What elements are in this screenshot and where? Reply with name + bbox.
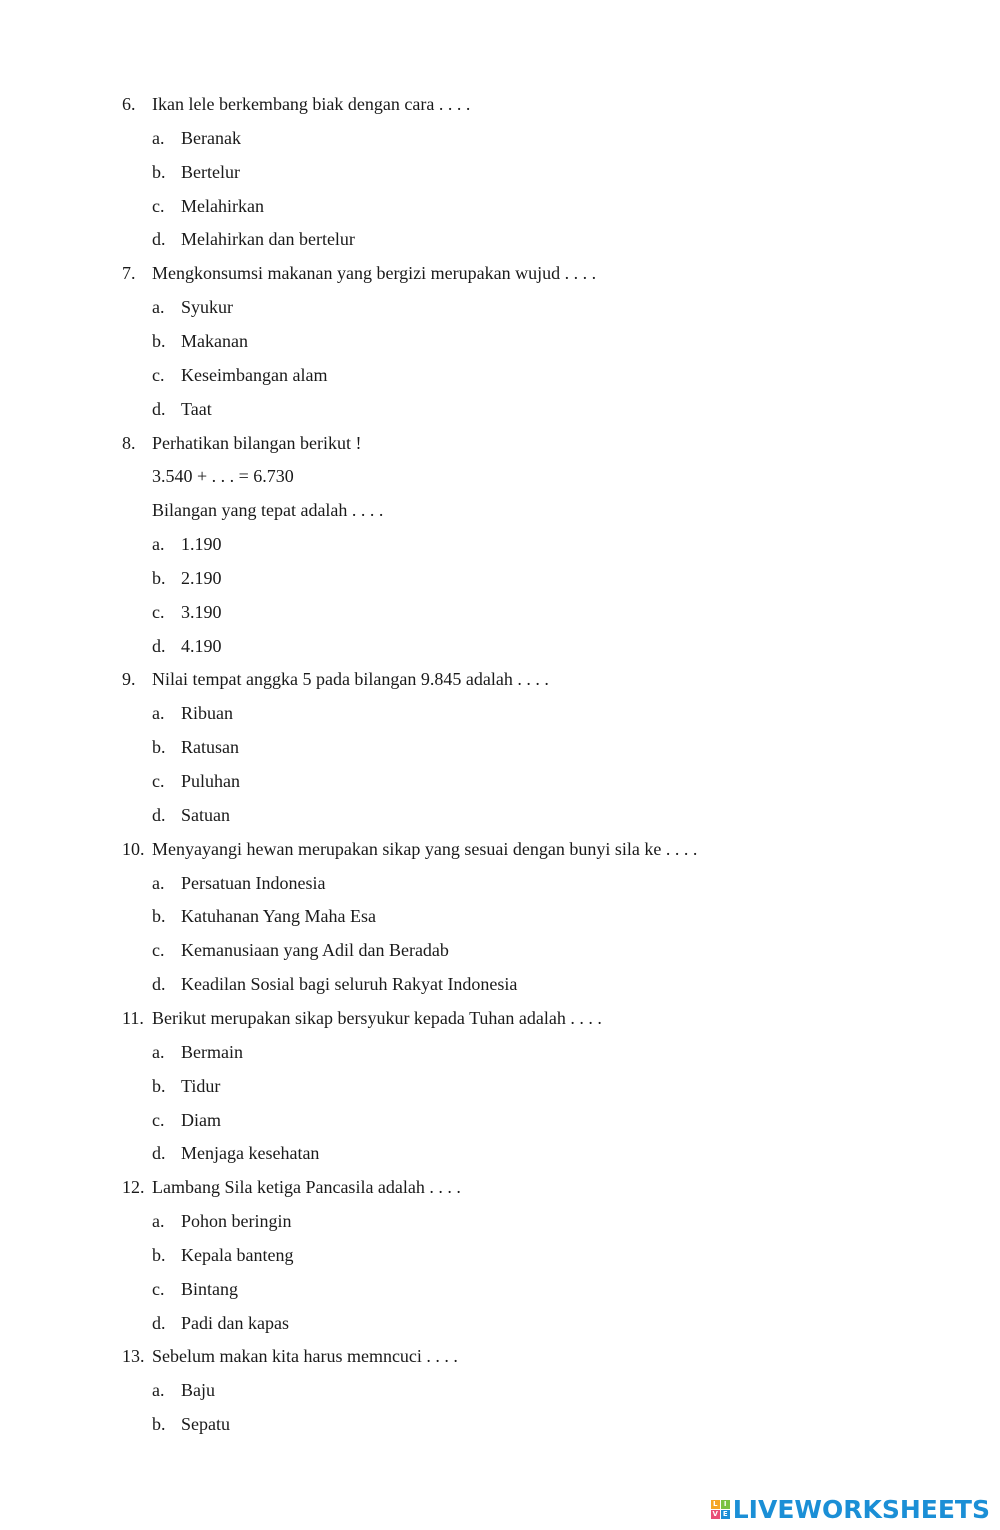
option-letter: a. [152,703,165,724]
option-text[interactable]: Menjaga kesehatan [181,1143,320,1164]
question-text: Perhatikan bilangan berikut ! [152,432,362,453]
option-text[interactable]: Puluhan [181,771,241,791]
option-letter: b. [152,161,166,182]
logo-text: LIVEWORKSHEETS [732,1494,990,1524]
question-text: Berikut merupakan sikap bersyukur kepada Tuhan adalah . . . . [152,1007,602,1028]
option-text[interactable]: Bertelur [181,161,240,182]
logo-mark-letter: V [712,1509,718,1518]
logo-mark-icon [711,1500,730,1519]
option-letter: b. [152,1075,166,1096]
option-text[interactable]: Sepatu [181,1414,230,1435]
option-text[interactable]: Tidur [181,1075,221,1096]
question-number: 12. [122,1177,145,1198]
option-text[interactable]: Keseimbangan alam [181,364,328,385]
option-letter: d. [152,974,166,995]
option-text[interactable]: Taat [181,398,212,419]
option-text[interactable]: Diam [181,1109,221,1130]
option-letter: d. [152,804,166,825]
option-letter: a. [152,127,165,148]
question-number: 7. [122,263,136,284]
option-letter: d. [152,1312,166,1333]
question-text: Lambang Sila ketiga Pancasila adalah . . . . [152,1177,461,1198]
question-text-continued: 3.540 + . . . = 6.730 [152,466,294,487]
option-text[interactable]: Kepala banteng [181,1244,294,1265]
option-letter: d. [152,398,166,419]
option-letter: b. [152,330,166,351]
option-text[interactable]: Padi dan kapas [181,1312,289,1333]
question-text: Sebelum makan kita harus memncuci . . . . [152,1346,458,1367]
option-letter: a. [152,297,165,318]
option-text[interactable]: Kemanusiaan yang Adil dan Beradab [181,940,449,961]
option-letter: a. [152,534,165,555]
question-text: Mengkonsumsi makanan yang bergizi merupakan wujud . . . . [152,263,597,284]
option-text[interactable]: Melahirkan dan bertelur [181,229,355,250]
logo-mark-letter: I [721,1500,730,1509]
option-text[interactable]: 4.190 [181,635,222,656]
question-number: 13. [122,1346,145,1367]
option-text[interactable]: Persatuan Indonesia [181,872,326,893]
option-text[interactable]: Syukur [181,297,234,318]
option-letter: d. [152,635,166,656]
option-text[interactable]: Makanan [181,330,248,351]
option-letter: a. [152,1041,165,1062]
option-letter: b. [152,1414,166,1435]
option-letter: c. [152,940,165,961]
question-number: 9. [122,669,136,690]
question-number: 6. [122,94,136,114]
option-text[interactable]: 1.190 [181,534,222,555]
option-letter: c. [152,364,165,385]
option-text[interactable]: Ribuan [181,703,233,724]
logo-mark-letter: E [721,1510,730,1519]
option-text[interactable]: Melahirkan [181,195,264,216]
option-text[interactable]: 2.190 [181,567,222,588]
option-text[interactable]: Satuan [181,804,230,825]
option-letter: a. [152,1211,165,1232]
option-letter: a. [152,1380,165,1401]
option-text[interactable]: 3.190 [181,601,222,622]
option-letter: d. [152,1143,166,1164]
option-text[interactable]: Beranak [181,127,241,148]
question-number: 10. [122,838,145,859]
liveworksheets-logo [711,1494,990,1524]
option-text[interactable]: Baju [181,1380,215,1401]
option-letter: b. [152,906,166,927]
option-text[interactable]: Bermain [181,1041,243,1062]
option-text[interactable]: Pohon beringin [181,1211,292,1232]
logo-mark-letter: L [711,1500,720,1509]
option-letter: b. [152,567,166,588]
question-text-continued: Bilangan yang tepat adalah . . . . [152,500,384,521]
option-letter: d. [152,229,166,250]
option-letter: c. [152,195,165,216]
question-number: 11. [122,1007,144,1028]
option-letter: a. [152,872,165,893]
option-letter: c. [152,771,165,791]
option-letter: b. [152,1244,166,1265]
question-text: Nilai tempat anggka 5 pada bilangan 9.845 adalah . . . . [152,669,549,690]
question-text: Menyayangi hewan merupakan sikap yang sesuai dengan bunyi sila ke . . . . [152,838,698,859]
question-text: Ikan lele berkembang biak dengan cara . . . . [152,94,471,114]
option-text[interactable]: Bintang [181,1278,238,1299]
option-letter: c. [152,1109,165,1130]
option-letter: b. [152,737,166,758]
option-text[interactable]: Ratusan [181,737,239,758]
option-letter: c. [152,1278,165,1299]
option-letter: c. [152,601,165,622]
question-number: 8. [122,432,136,453]
option-text[interactable]: Katuhanan Yang Maha Esa [181,906,376,927]
option-text[interactable]: Keadilan Sosial bagi seluruh Rakyat Indonesia [181,974,518,995]
